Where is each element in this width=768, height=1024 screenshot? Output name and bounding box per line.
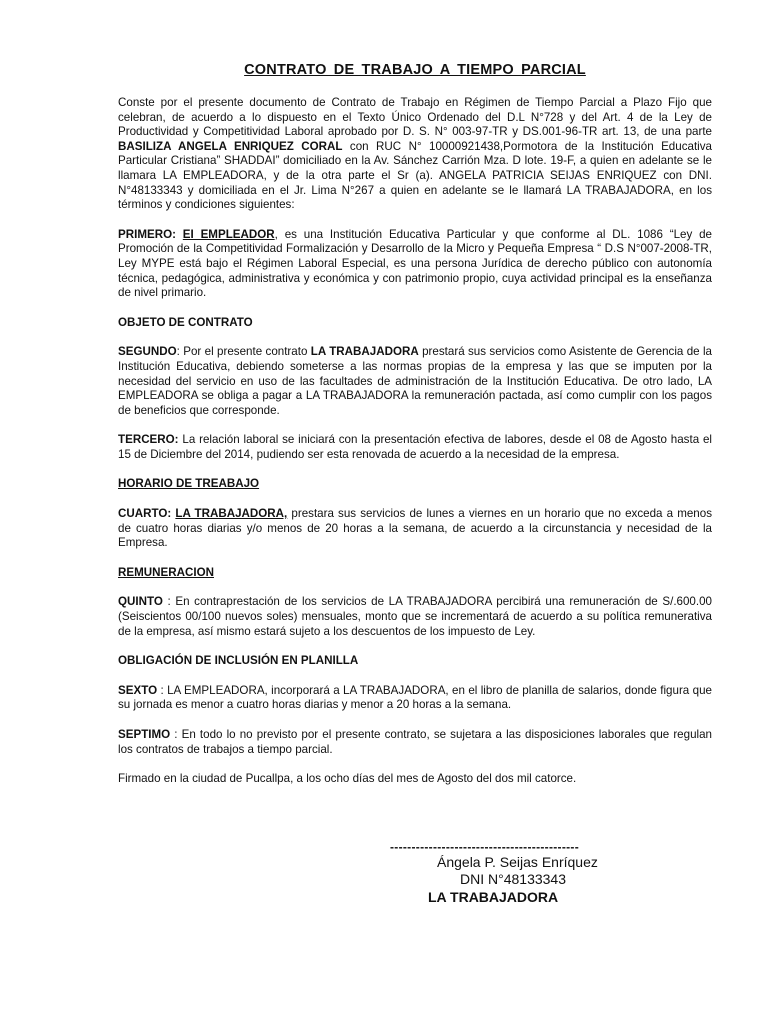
clause-primero-label: PRIMERO:	[118, 227, 176, 241]
clause-quinto-text: : En contraprestación de los servicios de LA TRABAJADORA percibirá una remuneración de S/.600.00 (Seiscientos 00/100 nuevos soles) mensuales, monto que se incrementará de acuerdo a su política remunerativa de la empresa, así mismo estará sujeto a los descuentos de los impuesto de Ley.	[118, 595, 712, 638]
clause-primero-subject: EI EMPLEADOR	[182, 227, 275, 241]
document-title: CONTRATO DE TRABAJO A TIEMPO PARCIAL	[244, 62, 586, 78]
heading-remuneracion: REMUNERACION	[118, 565, 214, 579]
signature-line: --------------------------------------------	[390, 840, 580, 854]
clause-primero	[118, 228, 712, 301]
clause-segundo-text-1: : Por el presente contrato	[176, 345, 311, 359]
signatory-dni: DNI N°48133343	[460, 871, 566, 887]
intro-paragraph	[118, 96, 712, 213]
clause-segundo-label: SEGUNDO	[118, 345, 177, 359]
clause-segundo	[118, 345, 712, 418]
clause-septimo-label: SEPTIMO	[118, 728, 171, 741]
clause-septimo-text: : En todo lo no previsto por el presente contrato, se sujetara a las disposiciones laborales que regulan los contratos de trabajos a tiempo parcial.	[118, 728, 712, 756]
clause-tercero	[118, 433, 712, 462]
clause-sexto-label: SEXTO	[118, 683, 158, 697]
signing-statement: Firmado en la ciudad de Pucallpa, a los ocho días del mes de Agosto del dos mil catorce.	[118, 772, 577, 786]
clause-cuarto-subject: LA TRABAJADORA,	[175, 507, 288, 521]
clause-quinto-label: QUINTO	[118, 595, 163, 609]
heading-obligacion: OBLIGACIÓN DE INCLUSIÓN EN PLANILLA	[118, 654, 359, 668]
intro-text-1: Conste por el presente documento de Contrato de Trabajo en Régimen de Tiempo Parcial a Plazo Fijo que celebran, de acuerdo a lo dispuesto en el Texto Único Ordenado del D.L N°728 y del Art. 4 de la Ley de Productividad y Competitividad Laboral aprobado por D. S. N° 003-97-TR y DS.001-96-TR art. 13, de una parte	[118, 96, 712, 139]
signatory-role: LA TRABAJADORA	[428, 889, 559, 905]
employer-name: BASILIZA ANGELA ENRIQUEZ CORAL	[118, 139, 343, 153]
intro-text-2: con RUC N° 10000921438,Pormotora de la Institución Educativa Particular Cristiana” SHADDAI” domiciliado en la Av. Sánchez Carrión Mza. D lote. 19-F, a quien en adelante se le llamara LA EMPLEADORA, y de la otra parte el Sr (a). ANGELA PATRICIA SEIJAS ENRIQUEZ con DNI. N°48133343 y domiciliada en el Jr. Lima N°267 a quien en adelante se le llamará LA TRABAJADORA, en los términos y condiciones siguientes:	[118, 139, 712, 212]
clause-sexto	[118, 684, 712, 713]
clause-tercero-text: La relación laboral se iniciará con la presentación efectiva de labores, desde el 08 de Agosto hasta el 15 de Diciembre del 2014, pudiendo ser esta renovada de acuerdo a la necesidad de la empresa.	[118, 433, 712, 461]
clause-segundo-subject: LA TRABAJADORA	[310, 345, 419, 359]
clause-segundo-text-2: prestará sus servicios como Asistente de Gerencia de la Institución Educativa, debiendo someterse a las normas propias de la empresa y las que se imputen por la necesidad del servicio en uso de las facultades de administración de la Institución Educativa. De otro lado, LA EMPLEADORA se obliga a pagar a LA TRABAJADORA la remuneración pactada, así como cumplir con los pagos de beneficios que corresponde.	[118, 345, 713, 417]
heading-horario: HORARIO DE TREABAJO	[118, 477, 260, 491]
clause-primero-text: , es una Institución Educativa Particular y que conforme al DL. 1086 “Ley de Promoción de la Competitividad Formalización y Desarrollo de la Micro y Pequeña Empresa “ D.S N°007-2008-TR, Ley MYPE está bajo el Régimen Laboral Especial, es una persona Jurídica de derecho público con autonomía técnica, pedagógica, administrativa y económica y con patrimonio propio, cuya actividad principal es la enseñanza de nivel primario.	[118, 227, 712, 300]
contract-document	[118, 62, 712, 802]
clause-tercero-label: TERCERO:	[118, 433, 179, 447]
heading-objeto: OBJETO DE CONTRATO	[118, 315, 253, 329]
clause-septimo	[118, 728, 712, 757]
clause-quinto	[118, 595, 712, 639]
clause-sexto-text: : LA EMPLEADORA, incorporará a LA TRABAJADORA, en el libro de planilla de salarios, donde figura que su jornada es menor a cuatro horas diarias y menor a 20 horas a la semana.	[118, 683, 712, 712]
clause-cuarto	[118, 507, 712, 551]
signatory-name: Ángela P. Seijas Enríquez	[437, 854, 598, 870]
clause-cuarto-label: CUARTO:	[118, 507, 172, 521]
clause-cuarto-text: prestara sus servicios de lunes a viernes en un horario que no exceda a menos de cuatro horas diarias y/o menos de 20 horas a la semana, de acuerdo a la circunstancia y necesidad de la Empresa.	[118, 507, 712, 550]
